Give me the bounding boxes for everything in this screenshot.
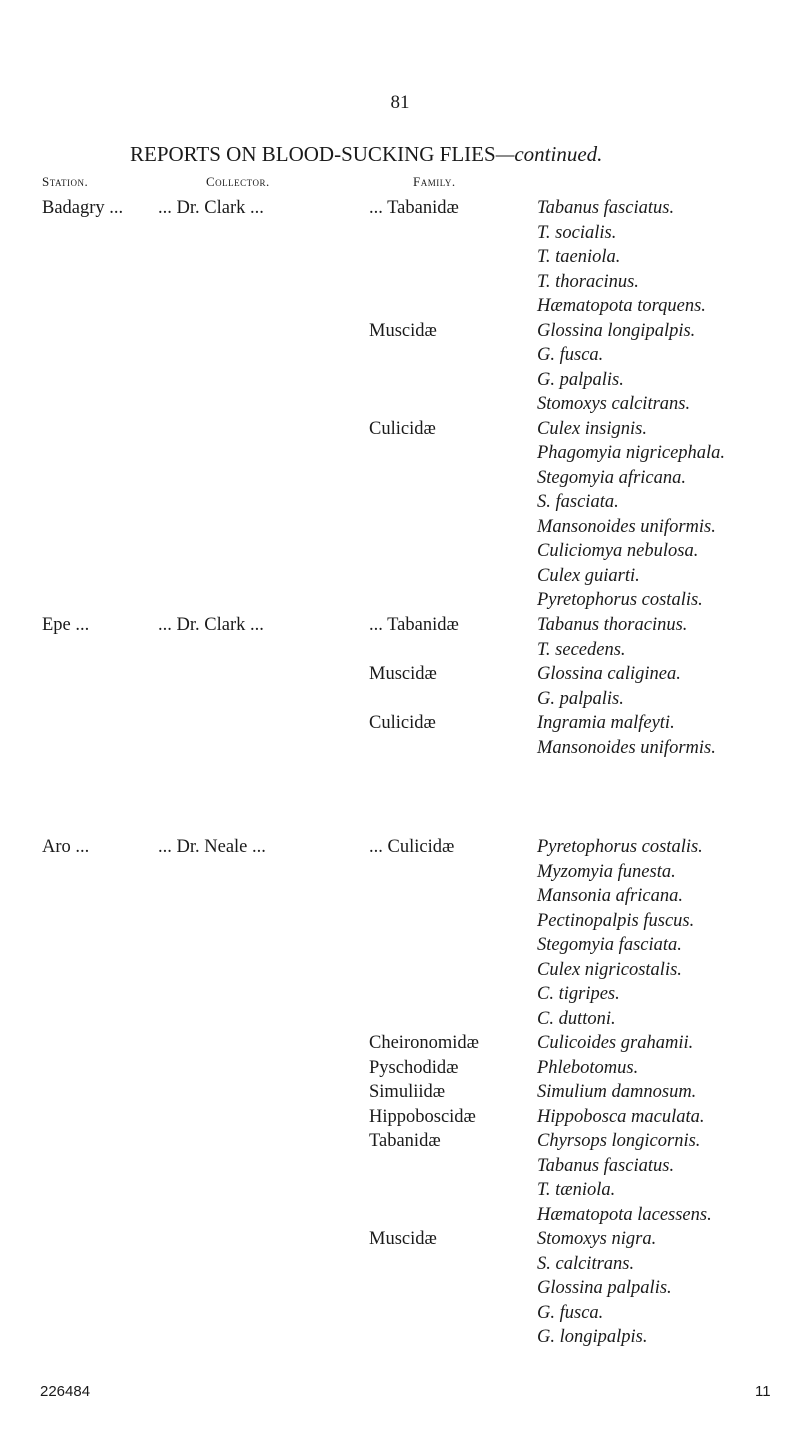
page-number: 81 [390, 92, 410, 113]
family-cell: Muscidæ [369, 320, 437, 341]
table-row [0, 1227, 800, 1252]
family-cell: Pyschodidæ [369, 1057, 459, 1078]
table-row [0, 588, 800, 613]
page-title [130, 142, 602, 167]
print-code: 226484 [40, 1383, 91, 1400]
table-row [0, 294, 800, 319]
table-row [0, 196, 800, 221]
family-cell: ... Tabanidæ [369, 198, 459, 218]
table-row [0, 392, 800, 417]
header-family: Family. [413, 174, 456, 189]
species-cell: G. palpalis. [537, 369, 624, 390]
species-cell: Pectinopalpis fuscus. [537, 910, 695, 931]
collector-cell: ... Dr. Clark ... [158, 198, 264, 218]
table-row [0, 515, 800, 540]
station-cell: Epe ... [42, 615, 90, 635]
species-cell: Tabanus fasciatus. [537, 198, 675, 218]
species-cell: T. socialis. [537, 222, 617, 243]
species-cell: T. taeniola. [537, 247, 621, 267]
table-row [0, 958, 800, 983]
species-cell: Phlebotomus. [537, 1057, 639, 1078]
table-row [0, 884, 800, 909]
species-cell: Culex nigricostalis. [537, 959, 682, 980]
table-row [0, 1031, 800, 1056]
species-cell: Glossina caliginea. [537, 664, 681, 684]
table-row [0, 245, 800, 270]
table-row [0, 982, 800, 1007]
family-cell: ... Tabanidæ [369, 615, 459, 635]
table-row [0, 1129, 800, 1154]
species-cell: Mansonia africana. [537, 886, 683, 906]
station-block-aro [0, 835, 800, 1350]
species-cell: Culicoides grahamii. [537, 1033, 694, 1053]
species-cell: Phagomyia nigricephala. [537, 443, 726, 463]
species-cell: Chyrsops longicornis. [537, 1131, 701, 1151]
family-cell: Muscidæ [369, 664, 437, 684]
table-row [0, 417, 800, 442]
table-row [0, 1154, 800, 1179]
table-row [0, 933, 800, 958]
table-row [0, 343, 800, 368]
species-cell: Stegomyia fasciata. [537, 935, 682, 955]
species-cell: Hæmatopota lacessens. [537, 1204, 712, 1225]
species-cell: Tabanus fasciatus. [537, 1155, 675, 1176]
species-cell: Culiciomya nebulosa. [537, 541, 699, 561]
table-row [0, 662, 800, 687]
species-cell: T. secedens. [537, 639, 626, 660]
table-row [0, 711, 800, 736]
table-row [0, 613, 800, 638]
species-cell: S. fasciata. [537, 492, 619, 512]
family-cell: Muscidæ [369, 1229, 437, 1249]
header-collector: Collector. [206, 174, 270, 189]
species-cell: T. thoracinus. [537, 271, 639, 292]
signature-mark: 11 [755, 1383, 771, 1400]
family-cell: Tabanidæ [369, 1131, 441, 1151]
table-row [0, 441, 800, 466]
table-row [0, 1056, 800, 1081]
family-cell: Culicidæ [369, 713, 436, 733]
table-row [0, 909, 800, 934]
family-cell: Cheironomidæ [369, 1033, 479, 1053]
table-row [0, 1007, 800, 1032]
collector-cell: ... Dr. Neale ... [158, 837, 266, 857]
species-cell: S. calcitrans. [537, 1253, 635, 1274]
family-cell: Hippoboscidæ [369, 1106, 476, 1127]
species-cell: Culex insignis. [537, 418, 647, 439]
collector-cell: ... Dr. Clark ... [158, 615, 264, 635]
species-cell: Culex guiarti. [537, 565, 640, 586]
family-cell: Culicidæ [369, 418, 436, 439]
table-row [0, 221, 800, 246]
species-cell: G. fusca. [537, 1302, 604, 1323]
species-cell: Glossina longipalpis. [537, 320, 696, 341]
table-row [0, 1301, 800, 1326]
table-row [0, 1276, 800, 1301]
table-row [0, 319, 800, 344]
table-row [0, 687, 800, 712]
species-cell: C. duttoni. [537, 1008, 616, 1029]
table-row [0, 638, 800, 663]
species-cell: Mansonoides uniformis. [537, 737, 716, 758]
species-cell: Stomoxys nigra. [537, 1229, 657, 1249]
station-cell: Badagry ... [42, 198, 124, 218]
table-row [0, 1325, 800, 1350]
table-row [0, 1178, 800, 1203]
station-block-badagry [0, 196, 800, 613]
species-cell: Simulium damnosum. [537, 1082, 697, 1102]
species-cell: Pyretophorus costalis. [537, 590, 703, 610]
table-row [0, 736, 800, 761]
table-row [0, 1080, 800, 1105]
table-row [0, 466, 800, 491]
table-row [0, 835, 800, 860]
station-cell: Aro ... [42, 837, 90, 857]
species-cell: Tabanus thoracinus. [537, 615, 688, 635]
station-block-epe [0, 613, 800, 760]
table-row [0, 1105, 800, 1130]
title-main: REPORTS ON BLOOD-SUCKING FLIES [130, 142, 496, 166]
species-cell: T. tæniola. [537, 1180, 616, 1200]
table-row [0, 539, 800, 564]
table-row [0, 490, 800, 515]
species-cell: Glossina palpalis. [537, 1278, 672, 1298]
header-station: Station. [42, 174, 89, 189]
table-row [0, 1252, 800, 1277]
species-cell: Stomoxys calcitrans. [537, 394, 691, 414]
species-cell: Stegomyia africana. [537, 467, 687, 488]
table-row [0, 368, 800, 393]
species-cell: C. tigripes. [537, 984, 620, 1004]
table-row [0, 564, 800, 589]
species-cell: Pyretophorus costalis. [537, 837, 703, 857]
family-cell: ... Culicidæ [369, 837, 455, 857]
species-cell: G. fusca. [537, 345, 604, 365]
species-cell: Ingramia malfeyti. [537, 713, 675, 733]
species-cell: Hæmatopota torquens. [537, 296, 706, 316]
family-cell: Simuliidæ [369, 1082, 446, 1102]
title-continued: —continued. [495, 142, 603, 166]
table-row [0, 1203, 800, 1228]
species-cell: G. longipalpis. [537, 1327, 648, 1347]
table-row [0, 860, 800, 885]
species-cell: Hippobosca maculata. [537, 1106, 705, 1127]
species-cell: Myzomyia funesta. [537, 861, 676, 882]
table-row [0, 270, 800, 295]
species-cell: Mansonoides uniformis. [537, 516, 716, 537]
species-cell: G. palpalis. [537, 688, 624, 709]
